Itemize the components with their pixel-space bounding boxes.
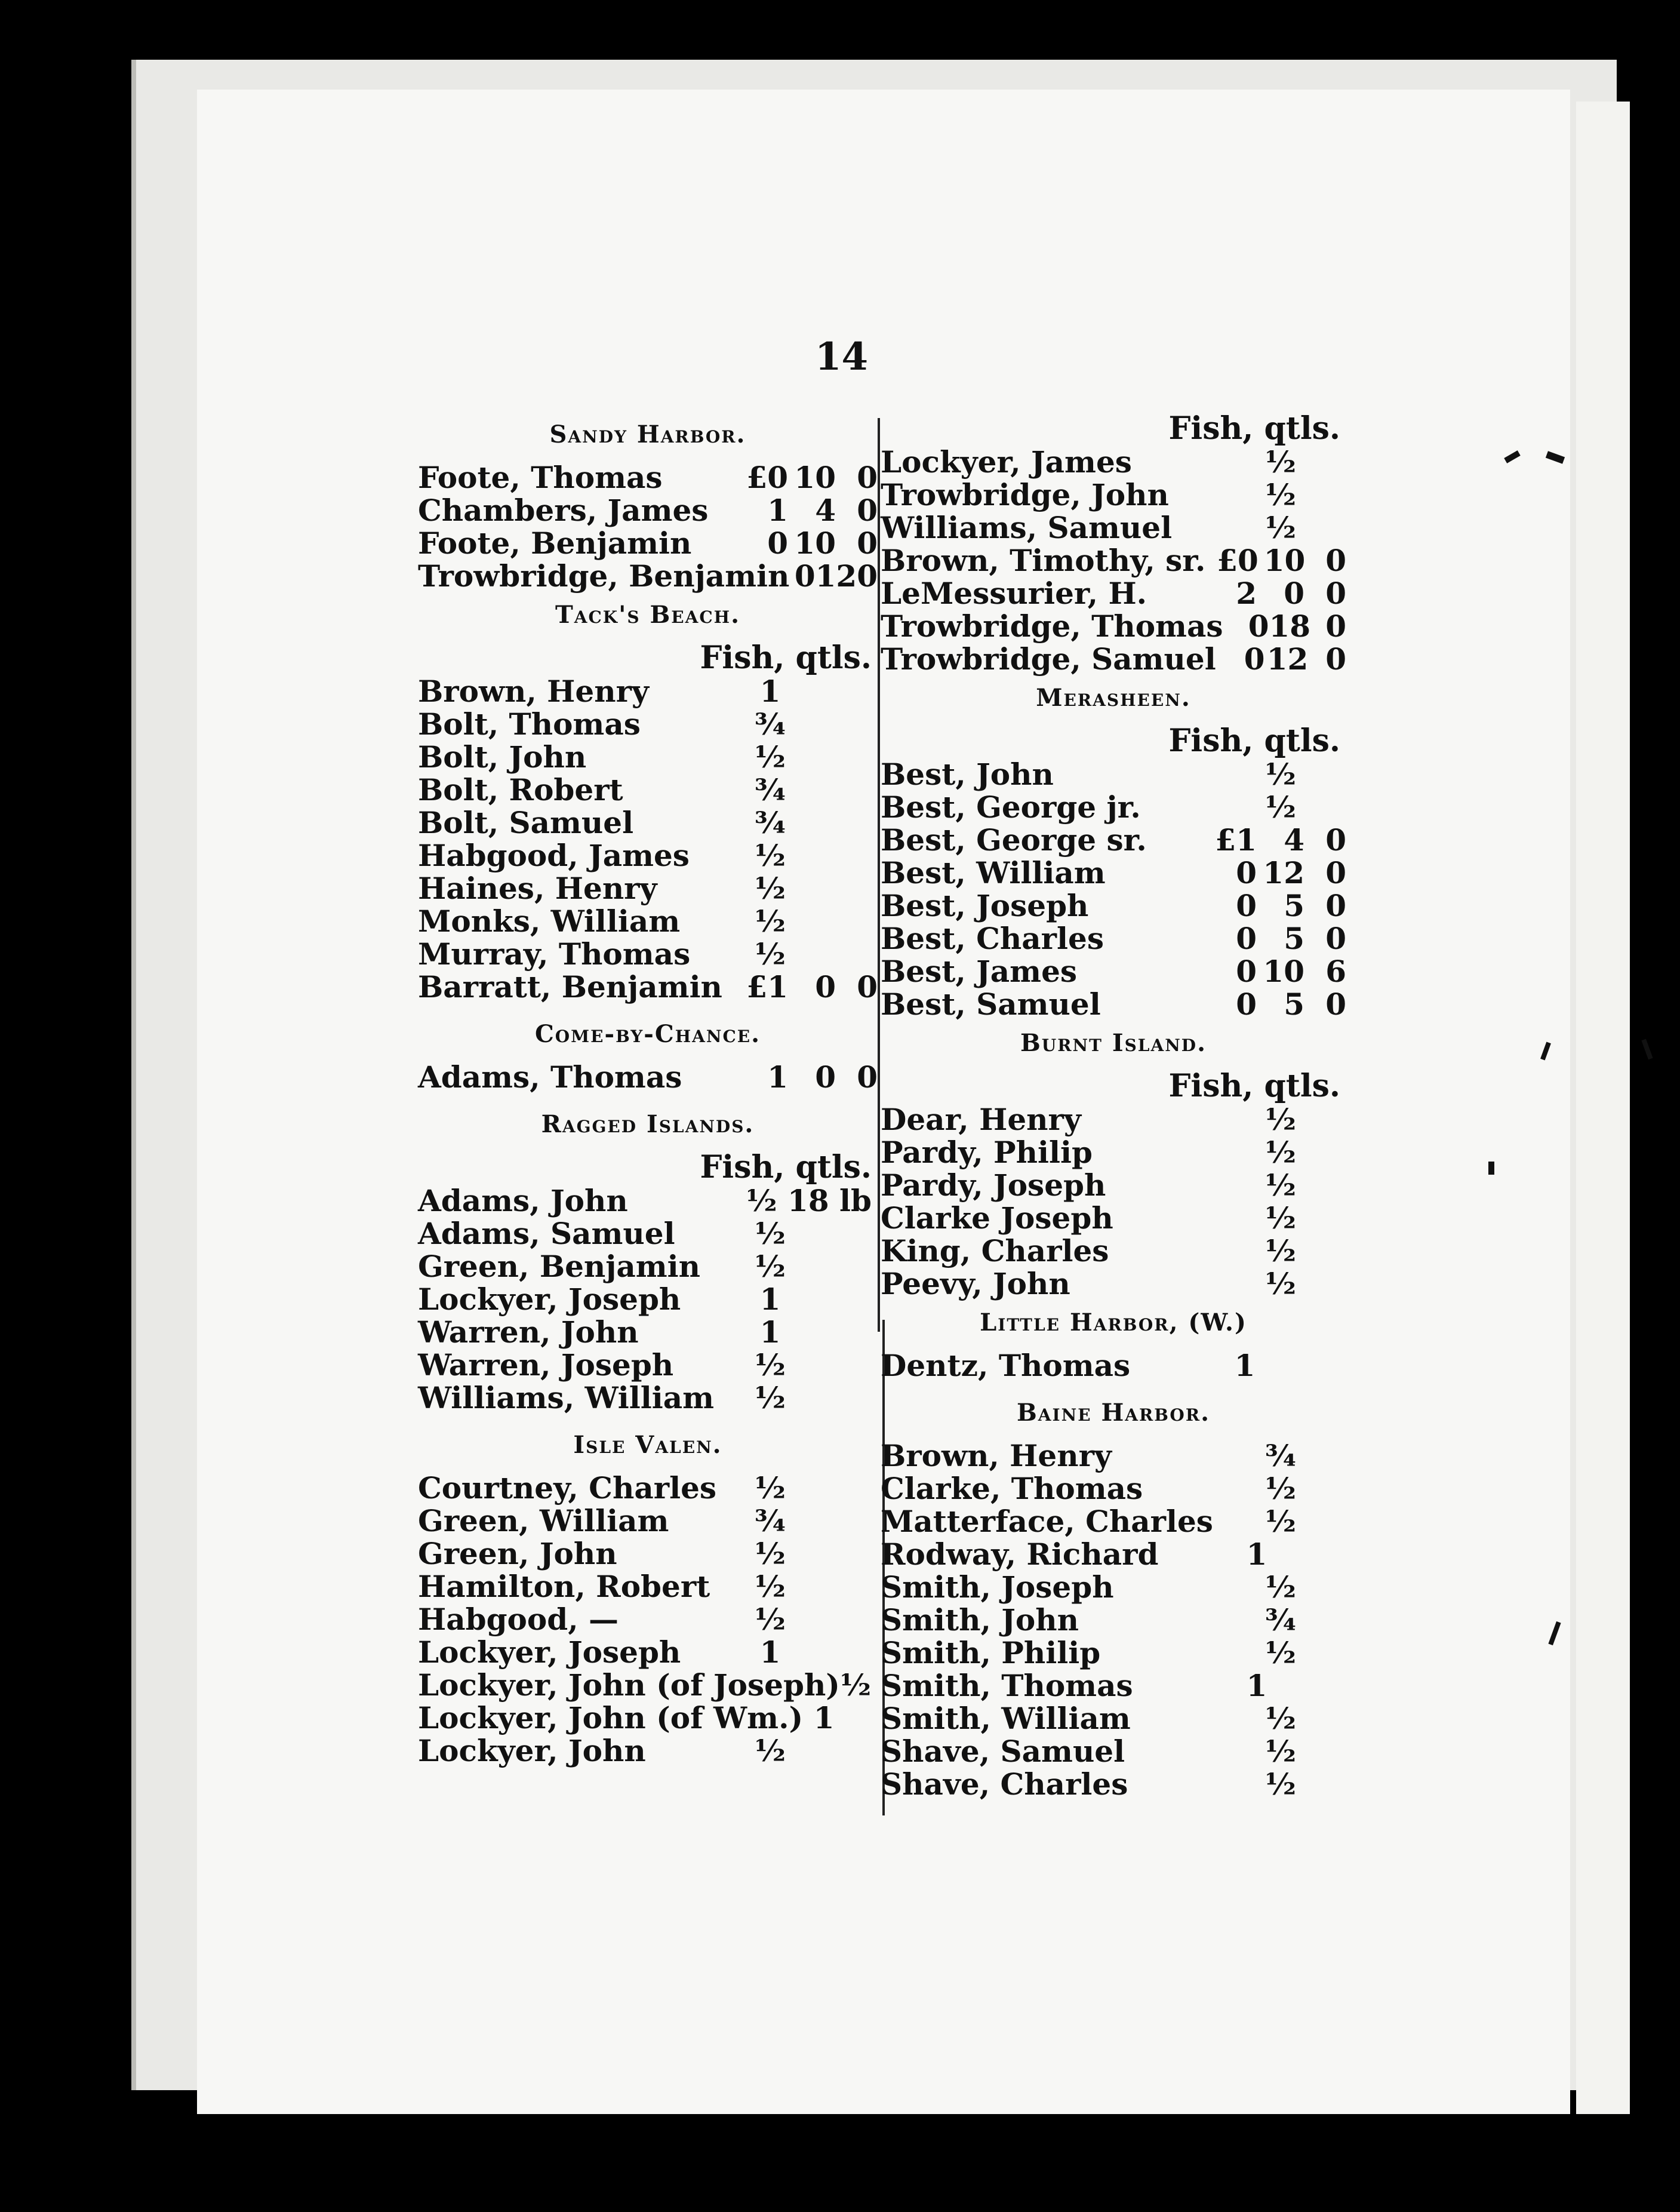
list-item <box>418 1316 878 1348</box>
entry-shillings: 0 <box>815 1059 836 1095</box>
list-item <box>881 1472 1346 1505</box>
list-item <box>881 1234 1346 1267</box>
list-item <box>418 1636 878 1669</box>
entry-name: Peevy, John <box>881 1266 1070 1301</box>
list-item <box>418 839 878 872</box>
list-item <box>881 1505 1346 1538</box>
entry-pence: 0 <box>857 460 878 495</box>
section-continued <box>881 412 1346 675</box>
list-item <box>418 872 878 905</box>
entry-quantity: ½ <box>754 1733 786 1768</box>
entry-pounds: 0 <box>1248 609 1269 644</box>
list-item <box>418 938 878 970</box>
entry-name: Clarke Joseph <box>881 1200 1113 1236</box>
list-item <box>881 577 1346 610</box>
entry-quantity: ½ <box>754 838 786 873</box>
entry-name: Lockyer, John (of Wm.) <box>418 1700 804 1735</box>
entry-name: Best, James <box>881 954 1078 989</box>
entry-quantity: ¾ <box>754 772 786 807</box>
entry-pounds: £1 <box>1215 822 1257 858</box>
entry-shillings: 10 <box>1263 954 1304 989</box>
entry-name: Pardy, Philip <box>881 1135 1093 1170</box>
page-number: 14 <box>815 334 869 379</box>
list-item <box>881 610 1346 643</box>
list-item <box>418 527 878 560</box>
entry-pence: 0 <box>857 969 878 1004</box>
entry-quantity: ½ <box>754 739 786 775</box>
entry-quantity: 1 <box>759 1635 781 1670</box>
entry-name: Lockyer, Joseph <box>418 1282 681 1317</box>
entry-name: LeMessurier, H. <box>881 576 1147 611</box>
list-item <box>418 560 878 592</box>
section-little-harbor <box>881 1306 1346 1382</box>
entry-name: Best, Joseph <box>881 888 1089 923</box>
list-item <box>418 1348 878 1381</box>
list-item <box>881 1603 1346 1636</box>
list-item <box>881 446 1346 478</box>
list-item <box>881 1349 1346 1382</box>
list-item <box>418 708 878 741</box>
entry-name: Habgood, — <box>418 1602 619 1637</box>
entry-quantity: ½ <box>1264 1135 1297 1170</box>
section-come-by-chance <box>418 1018 878 1093</box>
entry-quantity: ½ <box>1264 510 1297 545</box>
entry-quantity: 1 <box>759 674 781 709</box>
list-item <box>881 758 1346 791</box>
section-tacks-beach <box>418 598 878 1003</box>
list-item <box>881 1202 1346 1234</box>
entry-name: Williams, William <box>418 1380 715 1415</box>
entry-name: Smith, Joseph <box>881 1569 1114 1605</box>
entry-pence: 0 <box>1325 855 1346 890</box>
list-item <box>418 1283 878 1316</box>
entry-name: Smith, Philip <box>881 1635 1101 1670</box>
list-item <box>881 511 1346 544</box>
list-item <box>418 741 878 773</box>
entry-quantity: ½ <box>754 1380 786 1415</box>
entry-pence: 0 <box>1325 888 1346 923</box>
entry-quantity: ½ <box>1264 444 1297 480</box>
entry-name: Brown, Henry <box>418 674 649 709</box>
entry-quantity: ½ <box>754 871 786 906</box>
entry-name: Rodway, Richard <box>881 1537 1159 1572</box>
entry-shillings: 5 <box>1284 888 1304 923</box>
entry-quantity: ½ <box>1264 477 1297 512</box>
entry-name: Best, George sr. <box>881 822 1147 858</box>
list-item <box>881 824 1346 856</box>
entry-name: Habgood, James <box>418 838 690 873</box>
entry-quantity: ½ <box>754 904 786 939</box>
entry-quantity: ¾ <box>754 1503 786 1538</box>
entry-name: Bolt, Thomas <box>418 706 641 742</box>
section-heading: Ragged Islands. <box>541 1110 755 1138</box>
entry-pence: 0 <box>1325 822 1346 858</box>
entry-name: King, Charles <box>881 1233 1109 1268</box>
list-item <box>881 791 1346 824</box>
entry-pence: 0 <box>1325 641 1347 677</box>
entry-pence: 0 <box>1325 609 1346 644</box>
list-item <box>881 1571 1346 1603</box>
entry-quantity: ½ <box>754 1569 786 1604</box>
section-ragged-islands <box>418 1108 878 1414</box>
section-heading: Little Harbor, (W.) <box>980 1308 1247 1337</box>
list-item <box>881 922 1346 955</box>
list-item <box>418 1471 878 1504</box>
right-column <box>881 412 1346 1801</box>
entry-pence: 0 <box>1325 921 1346 956</box>
list-item <box>418 1184 878 1217</box>
section-isle-valen <box>418 1428 878 1767</box>
entry-name: Chambers, James <box>418 493 709 528</box>
entry-name: Smith, John <box>881 1602 1079 1638</box>
entry-quantity: ¾ <box>1264 1602 1297 1638</box>
entry-pence: 0 <box>1325 576 1346 611</box>
list-item <box>881 1439 1346 1472</box>
entry-name: Green, Benjamin <box>418 1249 700 1284</box>
entry-name: Green, John <box>418 1536 617 1571</box>
column-header: Fish, qtls. <box>700 1149 872 1185</box>
list-item <box>418 1701 878 1734</box>
entry-pence: 0 <box>857 558 878 594</box>
entry-pounds: £1 <box>746 969 788 1004</box>
entry-pounds: 0 <box>1244 641 1265 677</box>
entry-name: Brown, Henry <box>881 1438 1112 1473</box>
list-item <box>418 1570 878 1603</box>
list-item <box>881 1538 1346 1571</box>
section-heading: Tack's Beach. <box>555 601 741 629</box>
list-item <box>418 1537 878 1570</box>
entry-quantity: ½ <box>1264 757 1297 792</box>
entry-pounds: 1 <box>767 493 788 528</box>
section-heading: Come-by-Chance. <box>534 1020 761 1048</box>
entry-name: Adams, Samuel <box>418 1216 675 1251</box>
list-item <box>418 773 878 806</box>
entry-name: Adams, Thomas <box>418 1059 682 1095</box>
entry-shillings: 12 <box>815 558 857 594</box>
section-baine-harbor <box>881 1396 1346 1801</box>
column-divider <box>878 418 880 1332</box>
entry-pounds: 0 <box>1236 987 1257 1022</box>
entry-pence: 0 <box>857 526 878 561</box>
entry-quantity: 1 <box>1246 1668 1267 1703</box>
list-item <box>881 1636 1346 1669</box>
section-heading: Burnt Island. <box>1020 1029 1207 1057</box>
list-item <box>418 970 878 1003</box>
column-header: Fish, qtls. <box>1168 723 1340 759</box>
entry-pounds: 0 <box>1236 888 1257 923</box>
list-item <box>418 1061 878 1093</box>
entry-name: Best, Samuel <box>881 987 1101 1022</box>
entry-name: Pardy, Joseph <box>881 1168 1106 1203</box>
column-header: Fish, qtls. <box>1168 410 1340 447</box>
entry-quantity: ½ <box>1264 1266 1297 1301</box>
list-item <box>881 478 1346 511</box>
entry-quantity: ½ <box>1264 1233 1297 1268</box>
entry-name: Hamilton, Robert <box>418 1569 710 1604</box>
entry-name: Lockyer, John <box>418 1733 646 1768</box>
column-header: Fish, qtls. <box>700 640 872 676</box>
entry-quantity: ½ 18 lb <box>746 1183 872 1218</box>
entry-quantity: 1 <box>1234 1348 1256 1383</box>
list-item <box>881 1103 1346 1136</box>
entry-name: Murray, Thomas <box>418 936 691 972</box>
entry-shillings: 5 <box>1284 921 1304 956</box>
entry-shillings: 12 <box>1266 641 1309 677</box>
entry-pounds: 0 <box>1236 954 1257 989</box>
entry-shillings: 10 <box>1263 543 1306 578</box>
list-item <box>418 806 878 839</box>
entry-quantity: ½ <box>1264 1701 1297 1736</box>
entry-pounds: 1 <box>767 1059 788 1095</box>
entry-quantity: ½ <box>754 1347 786 1382</box>
entry-name: Foote, Benjamin <box>418 526 692 561</box>
entry-name: Shave, Samuel <box>881 1734 1125 1769</box>
scan-mark <box>1641 1039 1653 1060</box>
entry-quantity: 1 <box>759 1282 781 1317</box>
entry-quantity: ½ <box>1264 1168 1297 1203</box>
list-item <box>881 643 1346 675</box>
entry-pounds: £0 <box>746 460 788 495</box>
entry-name: Bolt, John <box>418 739 587 775</box>
entry-quantity: ½ <box>1264 789 1297 825</box>
entry-name: Lockyer, John (of Joseph) <box>418 1667 840 1703</box>
section-sandy-harbor <box>418 418 878 592</box>
entry-name: Haines, Henry <box>418 871 657 906</box>
page-edge <box>1576 102 1630 2114</box>
entry-name: Best, William <box>881 855 1106 890</box>
column-header: Fish, qtls. <box>1168 1068 1340 1104</box>
section-burnt-island <box>881 1027 1346 1300</box>
entry-name: Trowbridge, John <box>881 477 1169 512</box>
entry-pence: 0 <box>1325 987 1346 1022</box>
entry-name: Warren, Joseph <box>418 1347 674 1382</box>
entry-quantity: ½ <box>1264 1766 1297 1802</box>
list-item <box>418 1381 878 1414</box>
entry-name: Foote, Thomas <box>418 460 663 495</box>
entry-shillings: 10 <box>794 460 836 495</box>
entry-pounds: 0 <box>767 526 788 561</box>
entry-name: Lockyer, Joseph <box>418 1635 681 1670</box>
entry-quantity: ½ <box>754 936 786 972</box>
entry-name: Courtney, Charles <box>418 1470 717 1506</box>
entry-name: Clarke, Thomas <box>881 1471 1143 1506</box>
list-item <box>418 1217 878 1250</box>
entry-pounds: 0 <box>794 558 816 594</box>
entry-name: Best, Charles <box>881 921 1104 956</box>
entry-quantity: ½ <box>754 1536 786 1571</box>
entry-pounds: 0 <box>1236 855 1257 890</box>
list-item <box>881 889 1346 922</box>
list-item <box>881 955 1346 988</box>
entry-quantity: ½ <box>754 1602 786 1637</box>
entry-pounds: 2 <box>1236 576 1257 611</box>
scan-mark <box>1488 1162 1494 1175</box>
entry-name: Bolt, Robert <box>418 772 623 807</box>
list-item <box>881 1267 1346 1300</box>
entry-quantity: ½ <box>754 1470 786 1506</box>
entry-name: Monks, William <box>418 904 681 939</box>
list-item <box>418 1669 878 1701</box>
section-merasheen <box>881 681 1346 1021</box>
list-item <box>881 1169 1346 1202</box>
entry-quantity: ½ <box>839 1667 872 1703</box>
entry-quantity: ¾ <box>754 706 786 742</box>
entry-quantity: ½ <box>1264 1635 1297 1670</box>
list-item <box>881 1702 1346 1735</box>
entry-name: Best, John <box>881 757 1054 792</box>
entry-shillings: 0 <box>1284 576 1304 611</box>
entry-name: Williams, Samuel <box>881 510 1173 545</box>
entry-name: Smith, William <box>881 1701 1131 1736</box>
entry-quantity: ½ <box>1264 1569 1297 1605</box>
entry-pence: 0 <box>857 493 878 528</box>
section-heading: Baine Harbor. <box>1016 1399 1211 1427</box>
entry-quantity: ¾ <box>1264 1438 1297 1473</box>
entry-shillings: 0 <box>815 969 836 1004</box>
entry-quantity: ½ <box>1264 1734 1297 1769</box>
list-item <box>418 461 878 494</box>
list-item <box>881 544 1346 577</box>
list-item <box>881 1768 1346 1801</box>
entry-name: Trowbridge, Benjamin <box>418 558 790 594</box>
entry-quantity: ½ <box>1264 1102 1297 1137</box>
entry-quantity: 1 <box>759 1314 781 1350</box>
section-heading: Isle Valen. <box>573 1431 722 1459</box>
entry-pounds: 0 <box>1236 921 1257 956</box>
list-item <box>418 675 878 708</box>
list-item <box>418 1734 878 1767</box>
entry-shillings: 4 <box>1284 822 1304 858</box>
entry-name: Matterface, Charles <box>881 1504 1213 1539</box>
entry-pence: 0 <box>1325 543 1347 578</box>
list-item <box>881 988 1346 1021</box>
entry-quantity: 1 <box>813 1700 835 1735</box>
entry-shillings: 10 <box>794 526 836 561</box>
list-item <box>418 1504 878 1537</box>
entry-quantity: ½ <box>754 1216 786 1251</box>
entry-name: Dentz, Thomas <box>881 1348 1131 1383</box>
entry-quantity: ½ <box>1264 1504 1297 1539</box>
list-item <box>881 856 1346 889</box>
left-column <box>418 412 878 1767</box>
entry-shillings: 4 <box>815 493 836 528</box>
entry-name: Dear, Henry <box>881 1102 1081 1137</box>
entry-name: Shave, Charles <box>881 1766 1128 1802</box>
list-item <box>418 1250 878 1283</box>
list-item <box>881 1669 1346 1702</box>
entry-name: Brown, Timothy, sr. <box>881 543 1206 578</box>
entry-pence: 0 <box>857 1059 878 1095</box>
list-item <box>418 905 878 938</box>
list-item <box>881 1735 1346 1768</box>
entry-shillings: 12 <box>1263 855 1304 890</box>
section-heading: Merasheen. <box>1036 684 1191 712</box>
entry-name: Bolt, Samuel <box>418 805 634 840</box>
entry-quantity: ¾ <box>754 805 786 840</box>
entry-name: Trowbridge, Samuel <box>881 641 1216 677</box>
section-heading: Sandy Harbor. <box>549 420 746 448</box>
list-item <box>418 494 878 527</box>
list-item <box>418 1603 878 1636</box>
entry-name: Adams, John <box>418 1183 628 1218</box>
entry-name: Smith, Thomas <box>881 1668 1133 1703</box>
entry-name: Lockyer, James <box>881 444 1132 480</box>
entry-quantity: ½ <box>1264 1200 1297 1236</box>
entry-quantity: ½ <box>1264 1471 1297 1506</box>
entry-name: Trowbridge, Thomas <box>881 609 1223 644</box>
entry-quantity: 1 <box>1246 1537 1267 1572</box>
entry-shillings: 18 <box>1269 609 1311 644</box>
entry-name: Best, George jr. <box>881 789 1141 825</box>
list-item <box>881 1136 1346 1169</box>
entry-shillings: 5 <box>1284 987 1304 1022</box>
entry-name: Green, William <box>418 1503 669 1538</box>
entry-name: Barratt, Benjamin <box>418 969 722 1004</box>
entry-pounds: £0 <box>1217 543 1259 578</box>
entry-pence: 6 <box>1325 954 1346 989</box>
entry-name: Warren, John <box>418 1314 639 1350</box>
entry-quantity: ½ <box>754 1249 786 1284</box>
